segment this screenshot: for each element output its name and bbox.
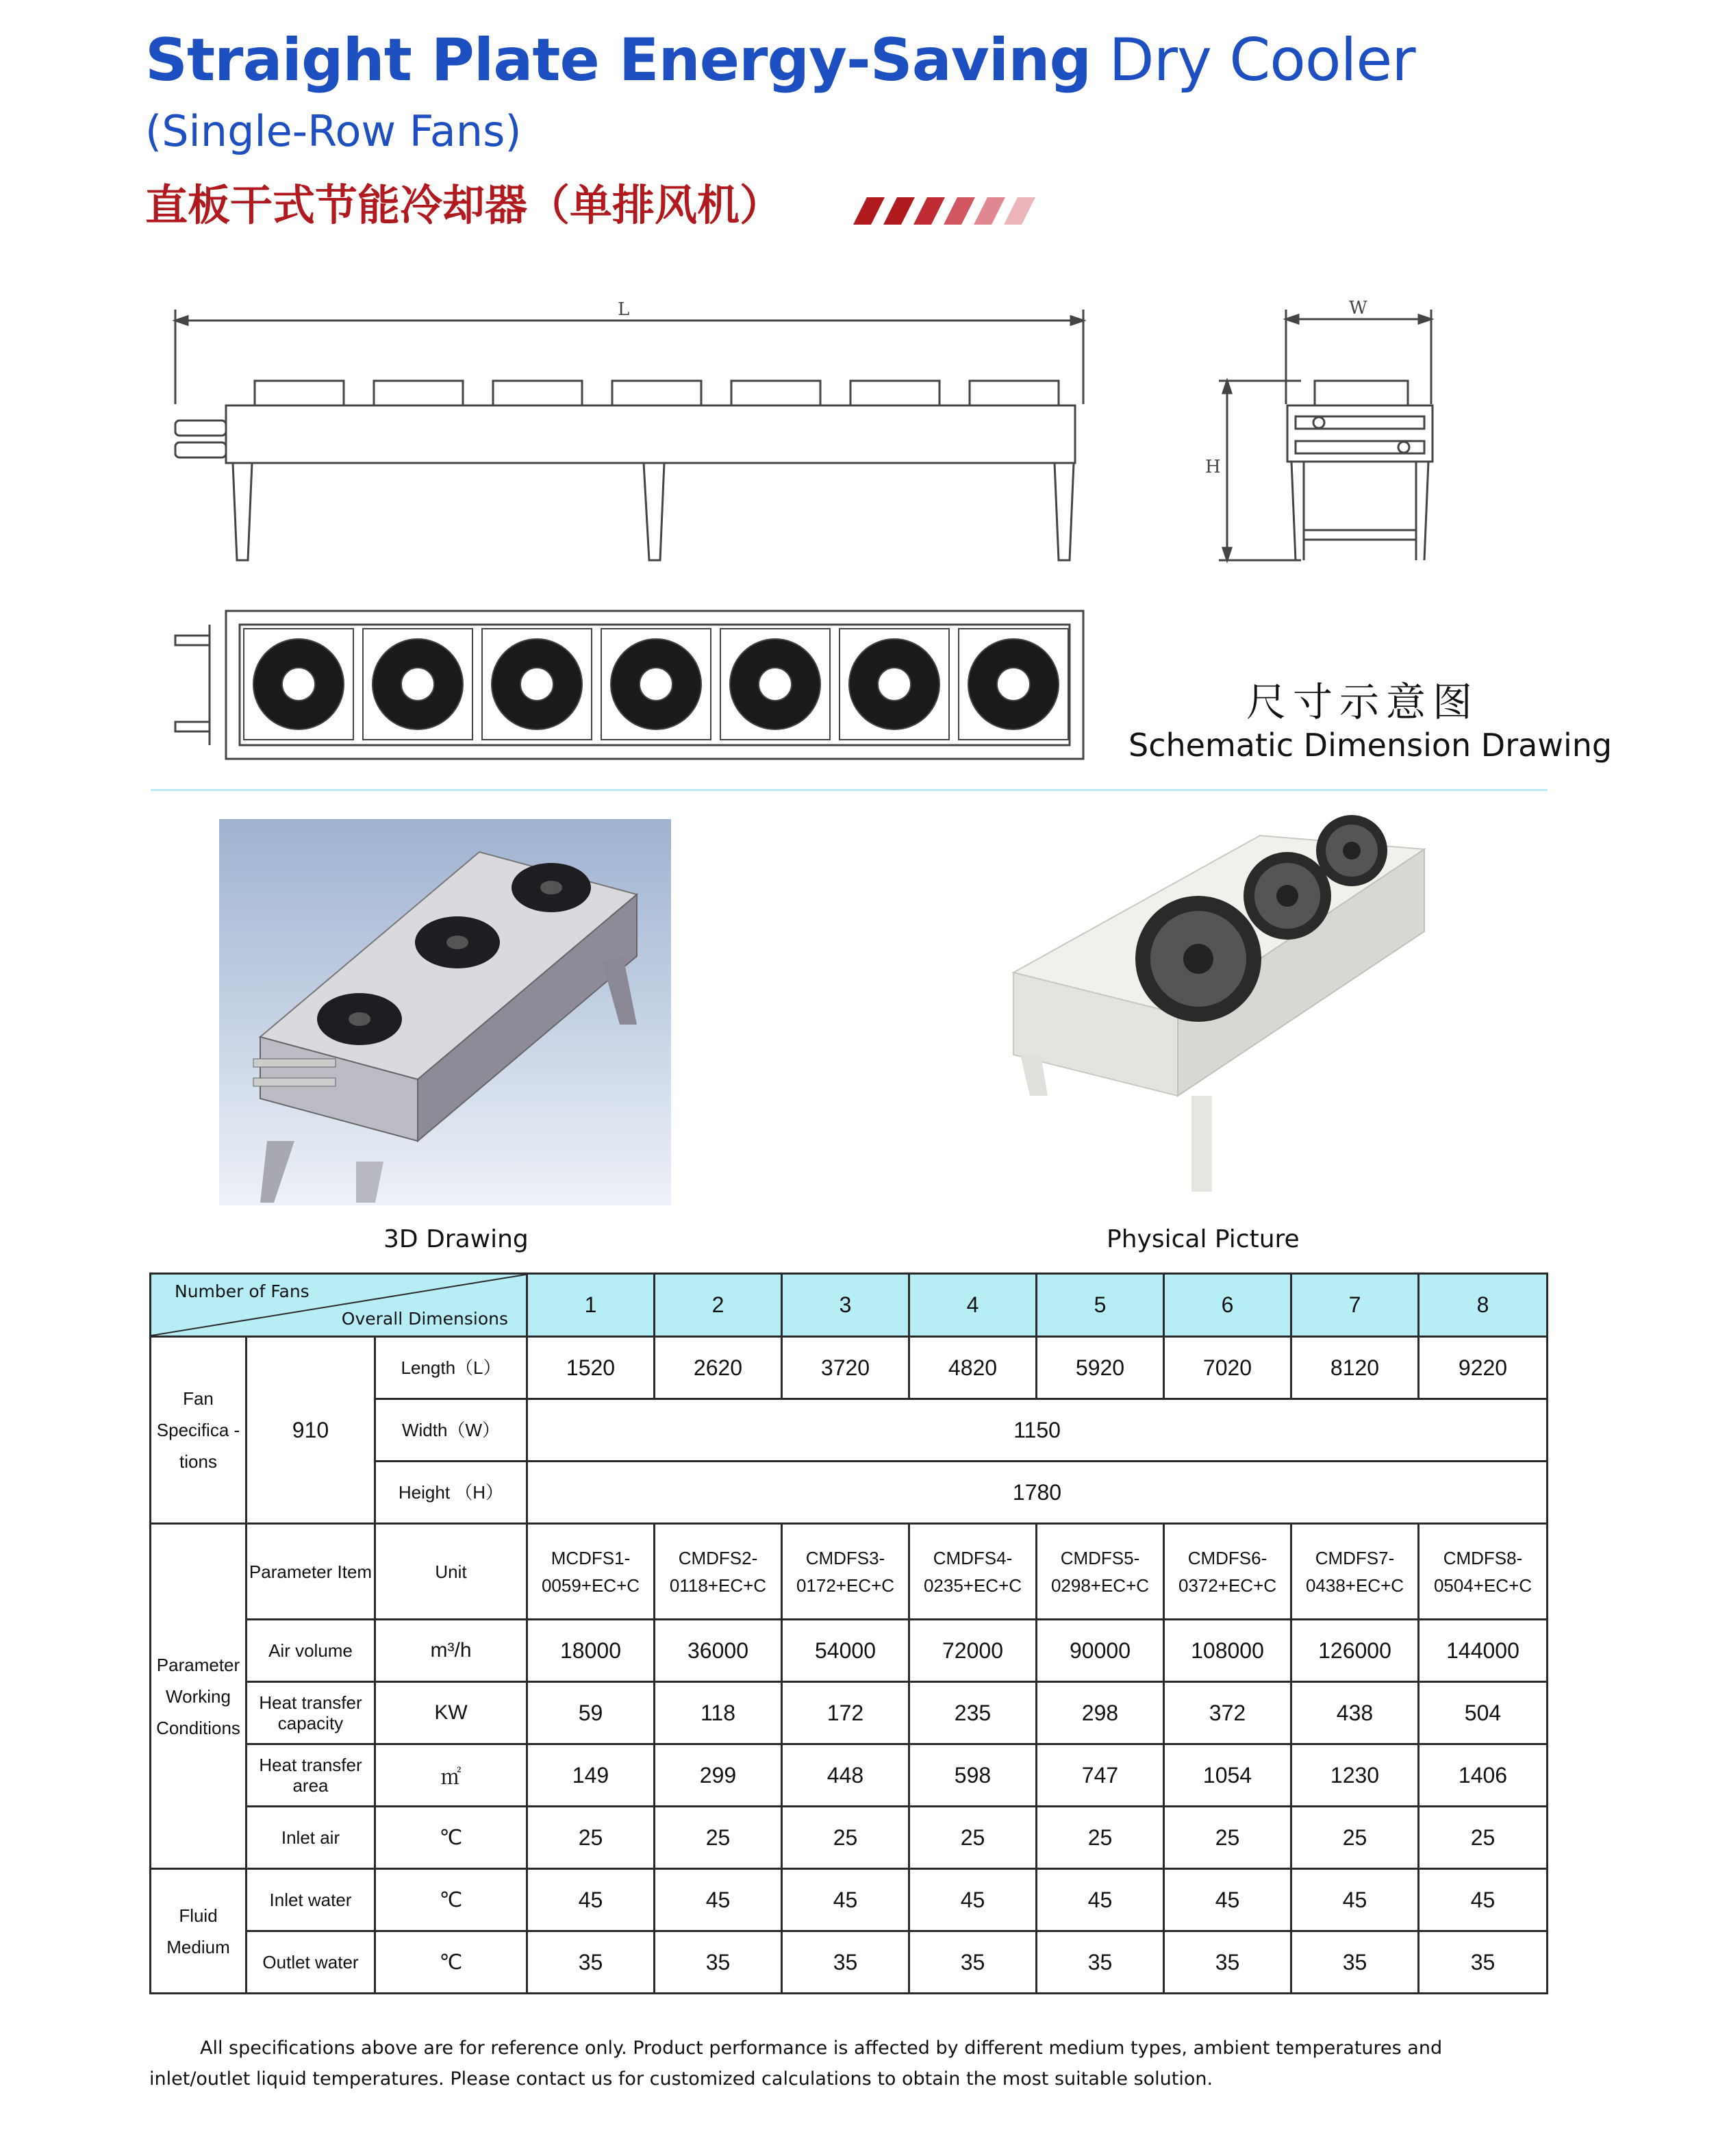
length-dim-label: L (618, 299, 630, 320)
heat-area-label: Heat transfer area (247, 1744, 375, 1807)
air-volume-value: 90000 (1037, 1620, 1164, 1682)
heat-area-value: 299 (655, 1744, 782, 1807)
inlet-air-value: 25 (909, 1807, 1037, 1869)
outlet-water-unit: ℃ (375, 1931, 527, 1994)
caption-physical-picture: Physical Picture (1107, 1225, 1300, 1253)
inlet-air-value: 25 (1164, 1807, 1291, 1869)
fan-count-cell: 7 (1291, 1274, 1419, 1337)
length-value: 5920 (1037, 1337, 1164, 1399)
outlet-water-value: 35 (1291, 1931, 1419, 1994)
heat-area-unit: ㎡ (375, 1744, 527, 1807)
inlet-air-row (151, 1807, 1548, 1869)
heat-capacity-value: 172 (782, 1682, 909, 1744)
fan-count-cell: 3 (782, 1274, 909, 1337)
caption-3d-drawing: 3D Drawing (383, 1225, 529, 1253)
length-label: Length（L） (375, 1337, 527, 1399)
fan-diameter-cell: 910 (247, 1337, 375, 1524)
inlet-air-value: 25 (527, 1807, 655, 1869)
length-value: 3720 (782, 1337, 909, 1399)
number-of-fans-label: Number of Fans (175, 1281, 310, 1301)
inlet-water-value: 45 (527, 1869, 655, 1931)
title-light: Dry Cooler (1109, 26, 1415, 95)
height-value: 1780 (527, 1462, 1548, 1524)
heat-area-value: 598 (909, 1744, 1037, 1807)
height-label: Height （H） (375, 1462, 527, 1524)
heat-capacity-value: 235 (909, 1682, 1037, 1744)
air-volume-value: 18000 (527, 1620, 655, 1682)
inlet-water-row (151, 1869, 1548, 1931)
heat-capacity-value: 118 (655, 1682, 782, 1744)
inlet-water-value: 45 (1164, 1869, 1291, 1931)
outlet-water-value: 35 (1037, 1931, 1164, 1994)
heat-capacity-value: 504 (1419, 1682, 1548, 1744)
air-volume-unit: m³/h (375, 1620, 527, 1682)
outlet-water-value: 35 (909, 1931, 1037, 1994)
model-cell: CMDFS7-0438+EC+C (1291, 1524, 1419, 1620)
inlet-air-label: Inlet air (247, 1807, 375, 1869)
model-cell: MCDFS1-0059+EC+C (527, 1524, 655, 1620)
3d-drawing-image (219, 819, 671, 1205)
footnote: All specifications above are for reference only. Product performance is affected by different medium types, ambient temperatures and inlet/outlet liquid temperatures. Please contact us for customized calculations to obtain the most suitable solution. (149, 2038, 1443, 2090)
fan-spec-group-label: Fan Specifica -tions (151, 1337, 247, 1524)
side-view (175, 299, 1083, 560)
fan-count-cell: 1 (527, 1274, 655, 1337)
model-cell: CMDFS4-0235+EC+C (909, 1524, 1037, 1620)
inlet-water-label: Inlet water (247, 1869, 375, 1931)
heat-area-value: 448 (782, 1744, 909, 1807)
heat-capacity-value: 372 (1164, 1682, 1291, 1744)
page-title (145, 26, 1415, 95)
fan-count-cell: 8 (1419, 1274, 1548, 1337)
parameter-group-label: Parameter Working Conditions (151, 1524, 247, 1869)
inlet-air-value: 25 (1291, 1807, 1419, 1869)
outlet-water-value: 35 (782, 1931, 909, 1994)
inlet-water-value: 45 (1291, 1869, 1419, 1931)
heat-capacity-value: 59 (527, 1682, 655, 1744)
inlet-water-value: 45 (1419, 1869, 1548, 1931)
air-volume-value: 54000 (782, 1620, 909, 1682)
heat-capacity-row (151, 1682, 1548, 1744)
air-volume-value: 144000 (1419, 1620, 1548, 1682)
width-label: Width（W） (375, 1399, 527, 1462)
model-row (151, 1524, 1548, 1620)
physical-picture-image (986, 808, 1452, 1205)
heat-capacity-unit: KW (375, 1682, 527, 1744)
heat-area-value: 149 (527, 1744, 655, 1807)
section-divider (151, 789, 1548, 791)
inlet-water-value: 45 (1037, 1869, 1164, 1931)
spec-table (149, 1273, 1548, 1994)
inlet-air-value: 25 (1037, 1807, 1164, 1869)
model-cell: CMDFS5-0298+EC+C (1037, 1524, 1164, 1620)
schematic-caption-cn: 尺寸示意图 (1246, 679, 1480, 725)
outlet-water-value: 35 (1419, 1931, 1548, 1994)
parameter-item-label: Parameter Item (247, 1524, 375, 1620)
air-volume-value: 108000 (1164, 1620, 1291, 1682)
decorative-stripes (844, 197, 1056, 225)
outlet-water-row (151, 1931, 1548, 1994)
fan-count-cell: 6 (1164, 1274, 1291, 1337)
inlet-water-unit: ℃ (375, 1869, 527, 1931)
outlet-water-value: 35 (1164, 1931, 1291, 1994)
air-volume-value: 72000 (909, 1620, 1037, 1682)
length-value: 4820 (909, 1337, 1037, 1399)
air-volume-value: 126000 (1291, 1620, 1419, 1682)
inlet-air-unit: ℃ (375, 1807, 527, 1869)
end-view (1205, 298, 1433, 560)
air-volume-label: Air volume (247, 1620, 375, 1682)
schematic-caption-en: Schematic Dimension Drawing (1128, 727, 1613, 764)
heat-area-value: 1406 (1419, 1744, 1548, 1807)
outlet-water-label: Outlet water (247, 1931, 375, 1994)
length-row (151, 1337, 1548, 1399)
width-dim-label: W (1349, 298, 1367, 318)
length-value: 8120 (1291, 1337, 1419, 1399)
title-bold: Straight Plate Energy-Saving (145, 26, 1092, 95)
model-cell: CMDFS3-0172+EC+C (782, 1524, 909, 1620)
heat-capacity-value: 438 (1291, 1682, 1419, 1744)
heat-capacity-label: Heat transfer capacity (247, 1682, 375, 1744)
inlet-water-value: 45 (909, 1869, 1037, 1931)
fan-count-cell: 2 (655, 1274, 782, 1337)
inlet-air-value: 25 (655, 1807, 782, 1869)
unit-label: Unit (375, 1524, 527, 1620)
length-value: 7020 (1164, 1337, 1291, 1399)
inlet-air-value: 25 (1419, 1807, 1548, 1869)
width-value: 1150 (527, 1399, 1548, 1462)
inlet-air-value: 25 (782, 1807, 909, 1869)
table-header-row (151, 1274, 1548, 1337)
header-diagonal-cell (151, 1274, 527, 1337)
overall-dimensions-label: Overall Dimensions (341, 1309, 508, 1329)
length-value: 2620 (655, 1337, 782, 1399)
inlet-water-value: 45 (655, 1869, 782, 1931)
model-cell: CMDFS8-0504+EC+C (1419, 1524, 1548, 1620)
length-value: 9220 (1419, 1337, 1548, 1399)
chinese-title: 直板干式节能冷却器（单排风机） (145, 180, 783, 230)
outlet-water-value: 35 (655, 1931, 782, 1994)
model-cell: CMDFS6-0372+EC+C (1164, 1524, 1291, 1620)
outlet-water-value: 35 (527, 1931, 655, 1994)
inlet-water-value: 45 (782, 1869, 909, 1931)
heat-capacity-value: 298 (1037, 1682, 1164, 1744)
fan-count-cell: 4 (909, 1274, 1037, 1337)
heat-area-value: 747 (1037, 1744, 1164, 1807)
heat-area-value: 1054 (1164, 1744, 1291, 1807)
model-cell: CMDFS2-0118+EC+C (655, 1524, 782, 1620)
top-view (175, 611, 1083, 759)
height-dim-label: H (1205, 457, 1221, 477)
air-volume-row (151, 1620, 1548, 1682)
heat-area-value: 1230 (1291, 1744, 1419, 1807)
fan-count-cell: 5 (1037, 1274, 1164, 1337)
heat-area-row (151, 1744, 1548, 1807)
air-volume-value: 36000 (655, 1620, 782, 1682)
page-subtitle: (Single-Row Fans) (145, 106, 522, 156)
length-value: 1520 (527, 1337, 655, 1399)
fluid-medium-group-label: Fluid Medium (151, 1869, 247, 1994)
